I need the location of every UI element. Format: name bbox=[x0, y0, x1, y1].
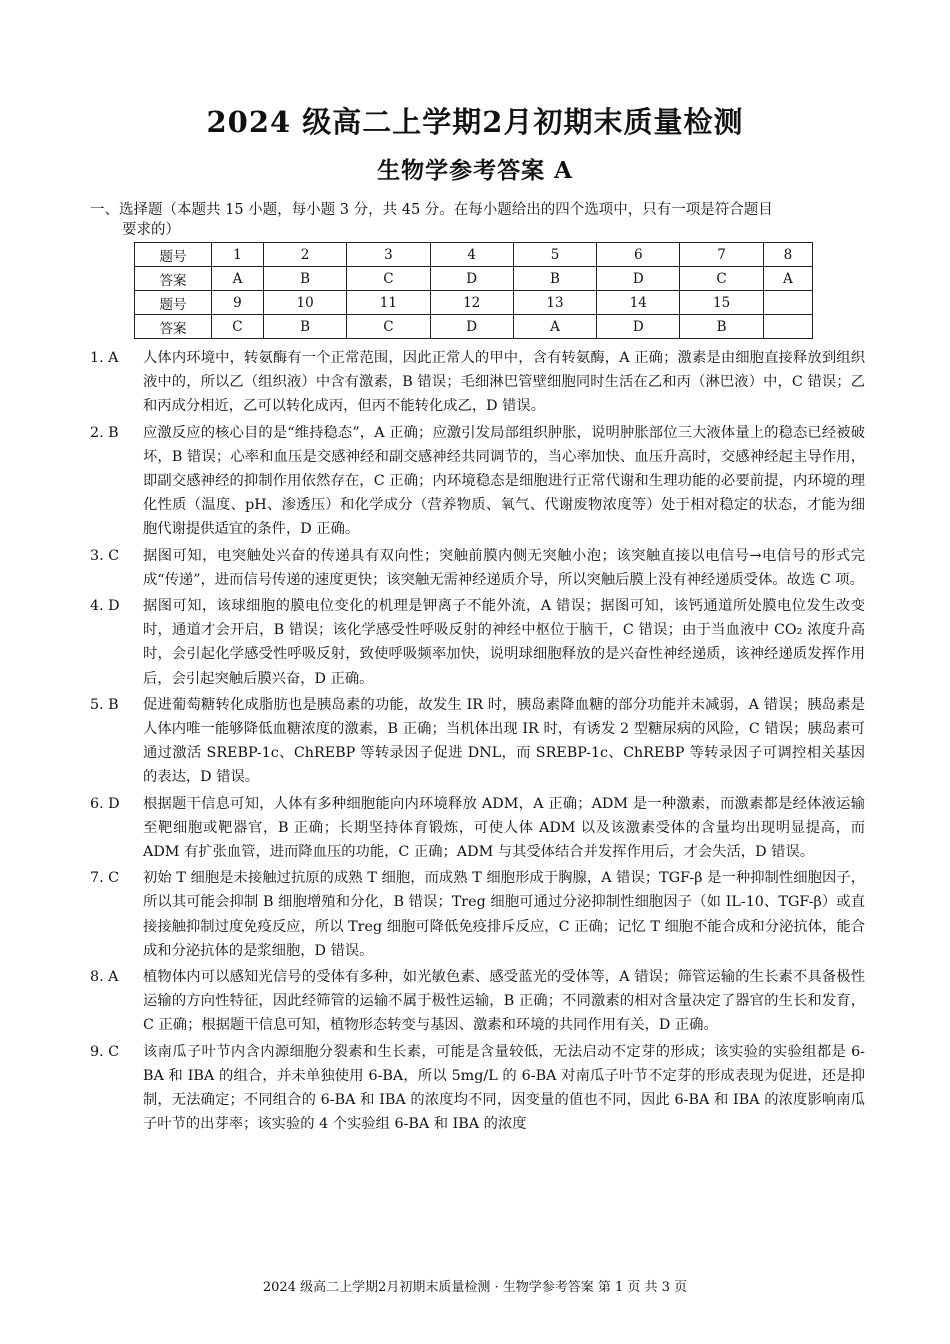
answer-table-row bbox=[135, 291, 813, 315]
explanation-item bbox=[90, 866, 865, 963]
answer-cell: D bbox=[597, 267, 680, 291]
answer-cell: C bbox=[347, 315, 430, 339]
answer-table-row bbox=[135, 243, 813, 267]
explanation-text: 初始 T 细胞是未接触过抗原的成熟 T 细胞，而成熟 T 细胞形成于胸腺，A 错误；TGF-β 是一种抑制性细胞因子，所以其可能会抑制 B 细胞增殖和分化，B 错误；Treg 细胞可通过分泌抑制性细胞因子（如 IL-10、TGF-β）或直接接触抑制过度免疫反应，所以 Treg 细胞可降低免疫排斥反应，C 正确；记忆 T 细胞不能合成和分泌抗体，能合成和分泌抗体的是浆细胞，D 错误。 bbox=[143, 870, 865, 959]
answer-cell: D bbox=[430, 315, 513, 339]
section-heading-line2: 要求的） bbox=[122, 222, 180, 238]
answer-table-row bbox=[135, 267, 813, 291]
answer-table-row-label: 答案 bbox=[135, 315, 212, 339]
question-number-cell: 8 bbox=[763, 243, 812, 267]
question-number-cell: 6 bbox=[597, 243, 680, 267]
answer-cell: A bbox=[763, 267, 812, 291]
page-title: 2024 级高二上学期2月初期末质量检测 bbox=[206, 105, 744, 139]
explanation-number: 7. C bbox=[90, 870, 120, 887]
explanation-text: 根据题干信息可知，人体有多种细胞能向内环境释放 ADM，A 正确；ADM 是一种激素，而激素都是经体液运输至靶细胞或靶器官，B 正确；长期坚持体育锻炼，可使人体 ADM 以及该激素受体的含量均出现明显提高，而 ADM 有扩张血管，进而降血压的功能，C 正确；ADM 与其受体结合并发挥作用后，才会失活，D 错误。 bbox=[143, 795, 865, 861]
explanation-item bbox=[90, 792, 865, 865]
answer-cell: D bbox=[430, 267, 513, 291]
question-number-cell: 2 bbox=[263, 243, 346, 267]
question-number-cell: 15 bbox=[680, 291, 763, 315]
explanation-number: 9. C bbox=[90, 1043, 120, 1060]
explanation-text: 应激反应的核心目的是“维持稳态”，A 正确；应激引发局部组织肿胀，说明肿胀部位三大液体量上的稳态已经被破坏，B 错误；心率和血压是交感神经和副交感神经共同调节的，当心率加快、血压升高时，交感神经起主导作用，即副交感神经的抑制作用依然存在，C 正确；内环境稳态是细胞进行正常代谢和生理功能的必要前提，内环境的理化性质（温度、pH、渗透压）和化学成分（营养物质、氧气、代谢废物浓度等）处于相对稳定的状态，才能为细胞代谢提供适宜的条件，D 正确。 bbox=[143, 424, 865, 538]
section-heading bbox=[90, 200, 865, 240]
explanation-item bbox=[90, 594, 865, 691]
question-number-cell: 3 bbox=[347, 243, 430, 267]
explanation-number: 5. B bbox=[90, 696, 119, 713]
question-number-cell: 5 bbox=[513, 243, 596, 267]
question-number-cell: 4 bbox=[430, 243, 513, 267]
answer-cell: C bbox=[680, 267, 763, 291]
question-number-cell: 14 bbox=[597, 291, 680, 315]
explanation-text: 该南瓜子叶节内含内源细胞分裂素和生长素，可能是含量较低，无法启动不定芽的形成；该实验的实验组都是 6-BA 和 IBA 的组合，并未单独使用 6-BA，所以 5mg/L 的 6-BA 对南瓜子叶节不定芽的形成表现为促进，还是抑制，无法确定；不同组合的 6-BA 和 IBA 的浓度均不同，因变量的值也不同，因此 6-BA 和 IBA 的浓度影响南瓜子叶节的出芽率；该实验的 4 个实验组 6-BA 和 IBA 的浓度 bbox=[143, 1043, 865, 1133]
explanation-item bbox=[90, 693, 865, 790]
answer-table-row bbox=[135, 315, 813, 339]
explanation-number: 1. A bbox=[90, 350, 119, 366]
answer-cell: A bbox=[212, 267, 264, 291]
explanation-text: 人体内环境中，转氨酶有一个正常范围，因此正常人的甲中，含有转氨酶，A 正确；激素是由细胞直接释放到组织液中的，所以乙（组织液）中含有激素，B 错误；毛细淋巴管壁细胞同时生活在乙和丙（淋巴液）中，C 错误；乙和丙成分相近，乙可以转化成丙，但丙不能转化成乙，D 错误。 bbox=[143, 350, 865, 415]
answer-table-row-label: 答案 bbox=[135, 267, 212, 291]
answer-table-row-label: 题号 bbox=[135, 243, 212, 267]
explanation-text: 据图可知，电突触处兴奋的传递具有双向性；突触前膜内侧无突触小泡；该突触直接以电信号→电信号的形式完成“传递”，进而信号传递的速度更快；该突触无需神经递质介导，所以突触后膜上没有神经递质受体。故选 C 项。 bbox=[143, 547, 865, 588]
answer-table-row-label: 题号 bbox=[135, 291, 212, 315]
question-number-cell: 12 bbox=[430, 291, 513, 315]
explanation-item bbox=[90, 965, 865, 1038]
answer-explanations bbox=[90, 346, 865, 1139]
explanation-item bbox=[90, 421, 865, 542]
question-number-cell: 13 bbox=[513, 291, 596, 315]
answer-cell: B bbox=[263, 267, 346, 291]
section-heading-line1: 一、选择题（本题共 15 小题，每小题 3 分，共 45 分。在每小题给出的四个选项中，只有一项是符合题目 bbox=[90, 202, 773, 218]
answer-cell: D bbox=[597, 315, 680, 339]
question-number-cell: 9 bbox=[212, 291, 264, 315]
answer-cell: B bbox=[680, 315, 763, 339]
question-number-cell: 11 bbox=[347, 291, 430, 315]
answer-cell: C bbox=[347, 267, 430, 291]
explanation-number: 3. C bbox=[90, 547, 120, 564]
explanation-item bbox=[90, 544, 865, 592]
explanation-item bbox=[90, 346, 865, 419]
answer-cell: C bbox=[212, 315, 264, 339]
answer-table bbox=[134, 242, 813, 339]
explanation-number: 8. A bbox=[90, 969, 119, 986]
answer-cell: B bbox=[513, 267, 596, 291]
answer-cell bbox=[763, 315, 812, 339]
page-subtitle: 生物学参考答案 A bbox=[377, 157, 573, 184]
explanation-text: 据图可知，该球细胞的膜电位变化的机理是钾离子不能外流，A 错误；据图可知，该钙通道所处膜电位发生改变时，通道才会开启，B 错误；该化学感受性呼吸反射的神经中枢位于脑干，C 错误；由于当血液中 CO₂ 浓度升高时，会引起化学感受性呼吸反射，致使呼吸频率加快，说明球细胞释放的是兴奋性神经递质，该神经递质发挥作用后，会引起突触后膜兴奋，D 正确。 bbox=[143, 598, 865, 687]
answer-cell: B bbox=[263, 315, 346, 339]
question-number-cell: 1 bbox=[212, 243, 264, 267]
question-number-cell bbox=[763, 291, 812, 315]
explanation-number: 2. B bbox=[90, 424, 119, 441]
question-number-cell: 10 bbox=[263, 291, 346, 315]
answer-cell: A bbox=[513, 315, 596, 339]
explanation-item bbox=[90, 1040, 865, 1137]
explanation-number: 6. D bbox=[90, 795, 120, 812]
question-number-cell: 7 bbox=[680, 243, 763, 267]
explanation-text: 植物体内可以感知光信号的受体有多种，如光敏色素、感受蓝光的受体等，A 错误；筛管运输的生长素不具备极性运输的方向性特征，因此经筛管的运输不属于极性运输，B 正确；不同激素的相对含量决定了器官的生长和发育，C 正确；根据题干信息可知，植物形态转变与基因、激素和环境的共同作用有关，D 正确。 bbox=[143, 969, 865, 1034]
explanation-number: 4. D bbox=[90, 598, 120, 615]
page-footer: 2024 级高二上学期2月初期末质量检测 · 生物学参考答案 第 1 页 共 3 页 bbox=[262, 1280, 688, 1295]
explanation-text: 促进葡萄糖转化成脂肪也是胰岛素的功能，故发生 IR 时，胰岛素降血糖的部分功能并未减弱，A 错误；胰岛素是人体内唯一能够降低血糖浓度的激素，B 正确；当机体出现 IR 时，有诱发 2 型糖尿病的风险，C 错误；胰岛素可通过激活 SREBP-1c、ChREBP 等转录因子促进 DNL，而 SREBP-1c、ChREBP 等转录因子可调控相关基因的表达，D 错误。 bbox=[143, 696, 865, 786]
